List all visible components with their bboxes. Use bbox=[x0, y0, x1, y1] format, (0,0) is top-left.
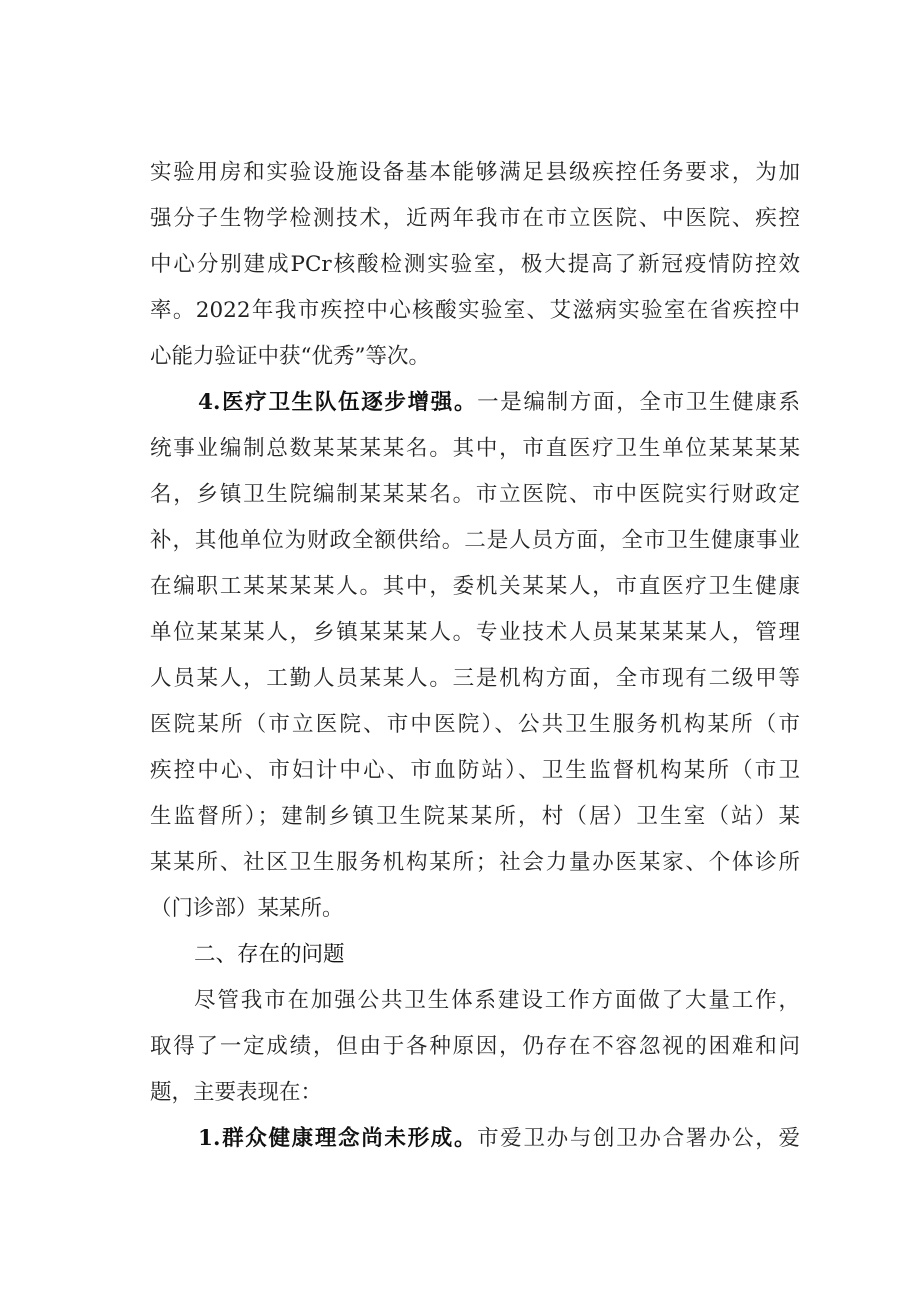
paragraph-lead: 1.群众健康理念尚未形成。 bbox=[198, 1126, 478, 1151]
text-line: 名，乡镇卫生院编制某某某名。市立医院、市中医院实行财政定 bbox=[150, 482, 800, 507]
text-line: 统事业编制总数某某某某名。其中，市直医疗卫生单位某某某某 bbox=[150, 436, 800, 461]
text-line: 在编职工某某某某人。其中，委机关某某人，市直医疗卫生健康 bbox=[150, 574, 800, 599]
text-line: 补，其他单位为财政全额供给。二是人员方面，全市卫生健康事业 bbox=[150, 528, 800, 553]
text-line: 某某所、社区卫生服务机构某所；社会力量办医某家、个体诊所 bbox=[150, 850, 800, 875]
text-line: 尽管我市在加强公共卫生体系建设工作方面做了大量工作， bbox=[194, 988, 800, 1013]
text-line: 中心分别建成PCr核酸检测实验室，极大提高了新冠疫情防控效 bbox=[150, 252, 800, 277]
text-line: 心能力验证中获“优秀”等次。 bbox=[150, 344, 430, 369]
text-line: 单位某某某人，乡镇某某某人。专业技术人员某某某某人，管理 bbox=[150, 620, 800, 645]
text-line bbox=[150, 1116, 800, 1162]
text-line: 题，主要表现在： bbox=[150, 1080, 323, 1105]
paragraph-lead: 4.医疗卫生队伍逐步增强。 bbox=[198, 390, 478, 415]
text-line: 人员某人，工勤人员某某人。三是机构方面，全市现有二级甲等 bbox=[150, 666, 800, 691]
text-line: 医院某所（市立医院、市中医院）、公共卫生服务机构某所（市 bbox=[150, 712, 800, 737]
paragraph-medical-staff bbox=[150, 380, 800, 932]
text-line: 率。2022年我市疾控中心核酸实验室、艾滋病实验室在省疾控中 bbox=[150, 298, 800, 323]
paragraph-problems-intro bbox=[150, 978, 800, 1116]
paragraph-lab-facilities bbox=[150, 150, 800, 380]
text-line: 实验用房和实验设施设备基本能够满足县级疾控任务要求，为加 bbox=[150, 160, 800, 185]
text-line bbox=[150, 380, 800, 426]
paragraph-lead-rest: 市爱卫办与创卫办合署办公，爱 bbox=[477, 1126, 800, 1151]
section-heading: 二、存在的问题 bbox=[194, 942, 345, 967]
paragraph-lead-rest: 一是编制方面，全市卫生健康系 bbox=[477, 390, 800, 415]
text-line: （门诊部）某某所。 bbox=[150, 896, 344, 921]
text-line: 强分子生物学检测技术，近两年我市在市立医院、中医院、疾控 bbox=[150, 206, 800, 231]
document-page bbox=[150, 150, 800, 1162]
text-line: 生监督所）；建制乡镇卫生院某某所，村（居）卫生室（站）某 bbox=[150, 804, 800, 829]
paragraph-health-awareness bbox=[150, 1116, 800, 1162]
text-line: 疾控中心、市妇计中心、市血防站）、卫生监督机构某所（市卫 bbox=[150, 758, 800, 783]
text-line: 取得了一定成绩，但由于各种原因，仍存在不容忽视的困难和问 bbox=[150, 1034, 800, 1059]
